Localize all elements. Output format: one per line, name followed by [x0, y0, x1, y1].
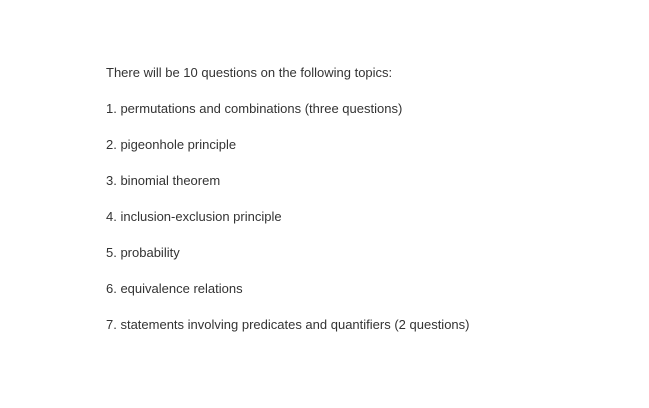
topic-item: 2. pigeonhole principle [106, 137, 237, 152]
topic-item: 1. permutations and combinations (three questions) [106, 101, 403, 116]
document-body [106, 64, 626, 352]
topic-item: 4. inclusion-exclusion principle [106, 209, 282, 224]
intro-text: There will be 10 questions on the following topics: [106, 65, 393, 80]
topic-item: 6. equivalence relations [106, 281, 243, 296]
topic-item: 7. statements involving predicates and quantifiers (2 questions) [106, 317, 470, 332]
topic-item: 5. probability [106, 245, 180, 260]
topic-item: 3. binomial theorem [106, 173, 221, 188]
